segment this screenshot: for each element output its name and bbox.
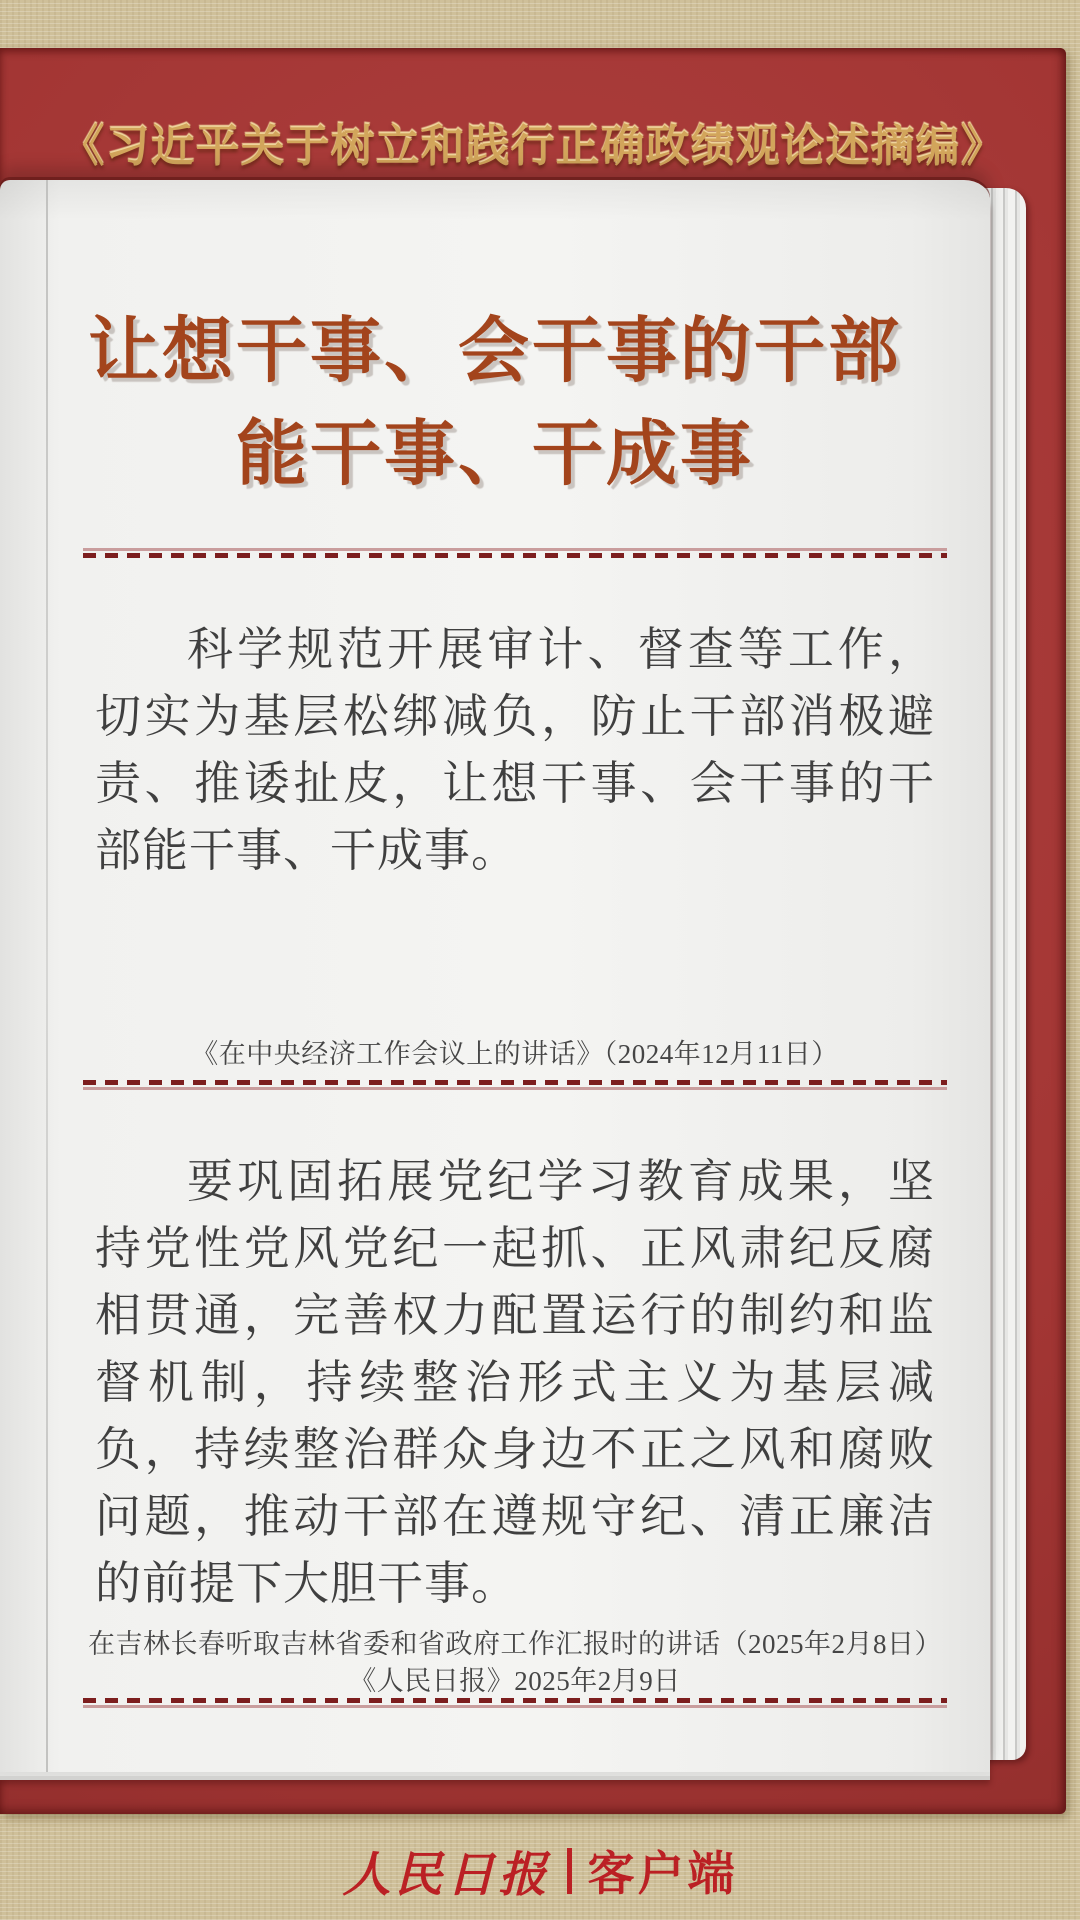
citation-2 [75,1626,955,1700]
divider-bottom [83,1698,947,1710]
heading-line-1: 让想干事、会干事的干部 [87,312,902,391]
divider-dashed-line [83,1698,947,1703]
citation-2-line-2: 《人民日报》2025年2月9日 [349,1666,681,1696]
divider-dashed-line [83,553,947,558]
divider-middle [83,1080,947,1092]
footer-logo [0,1836,1080,1905]
divider-top [83,548,947,560]
client-label: 客户端 [587,1847,738,1900]
page-heading [0,300,990,506]
book-page [0,180,990,1772]
quote-paragraph-1: 科学规范开展审计、督查等工作，切实为基层松绑减负，防止干部消极避责、推诿扯皮，让想干事、会干事的干部能干事、干成事。 [95,624,935,876]
people-daily-wordmark: 人民日报 [342,1847,551,1903]
divider-solid-line [83,1705,947,1708]
book-cover [0,48,1066,1814]
citation-1: 《在中央经济工作会议上的讲话》（2024年12月11日） [191,1039,839,1069]
quote-paragraph-2: 要巩固拓展党纪学习教育成果，坚持党性党风党纪一起抓、正风肃纪反腐相贯通，完善权力配置运行的制约和监督机制，持续整治形式主义为基层减负，持续整治群众身边不正之风和腐败问题，推动干部在遵规守纪、清正廉洁的前提下大胆干事。 [95,1156,935,1609]
book-title: 《习近平关于树立和践行正确政绩观论述摘编》 [60,122,1006,171]
logo-divider-bar [567,1848,572,1894]
divider-solid-line [83,1087,947,1090]
heading-line-2: 能干事、干成事 [235,415,754,494]
citation-2-line-1: 在吉林长春听取吉林省委和省政府工作汇报时的讲话（2025年2月8日） [88,1629,942,1659]
divider-dashed-line [83,1080,947,1085]
divider-solid-line [83,548,947,551]
